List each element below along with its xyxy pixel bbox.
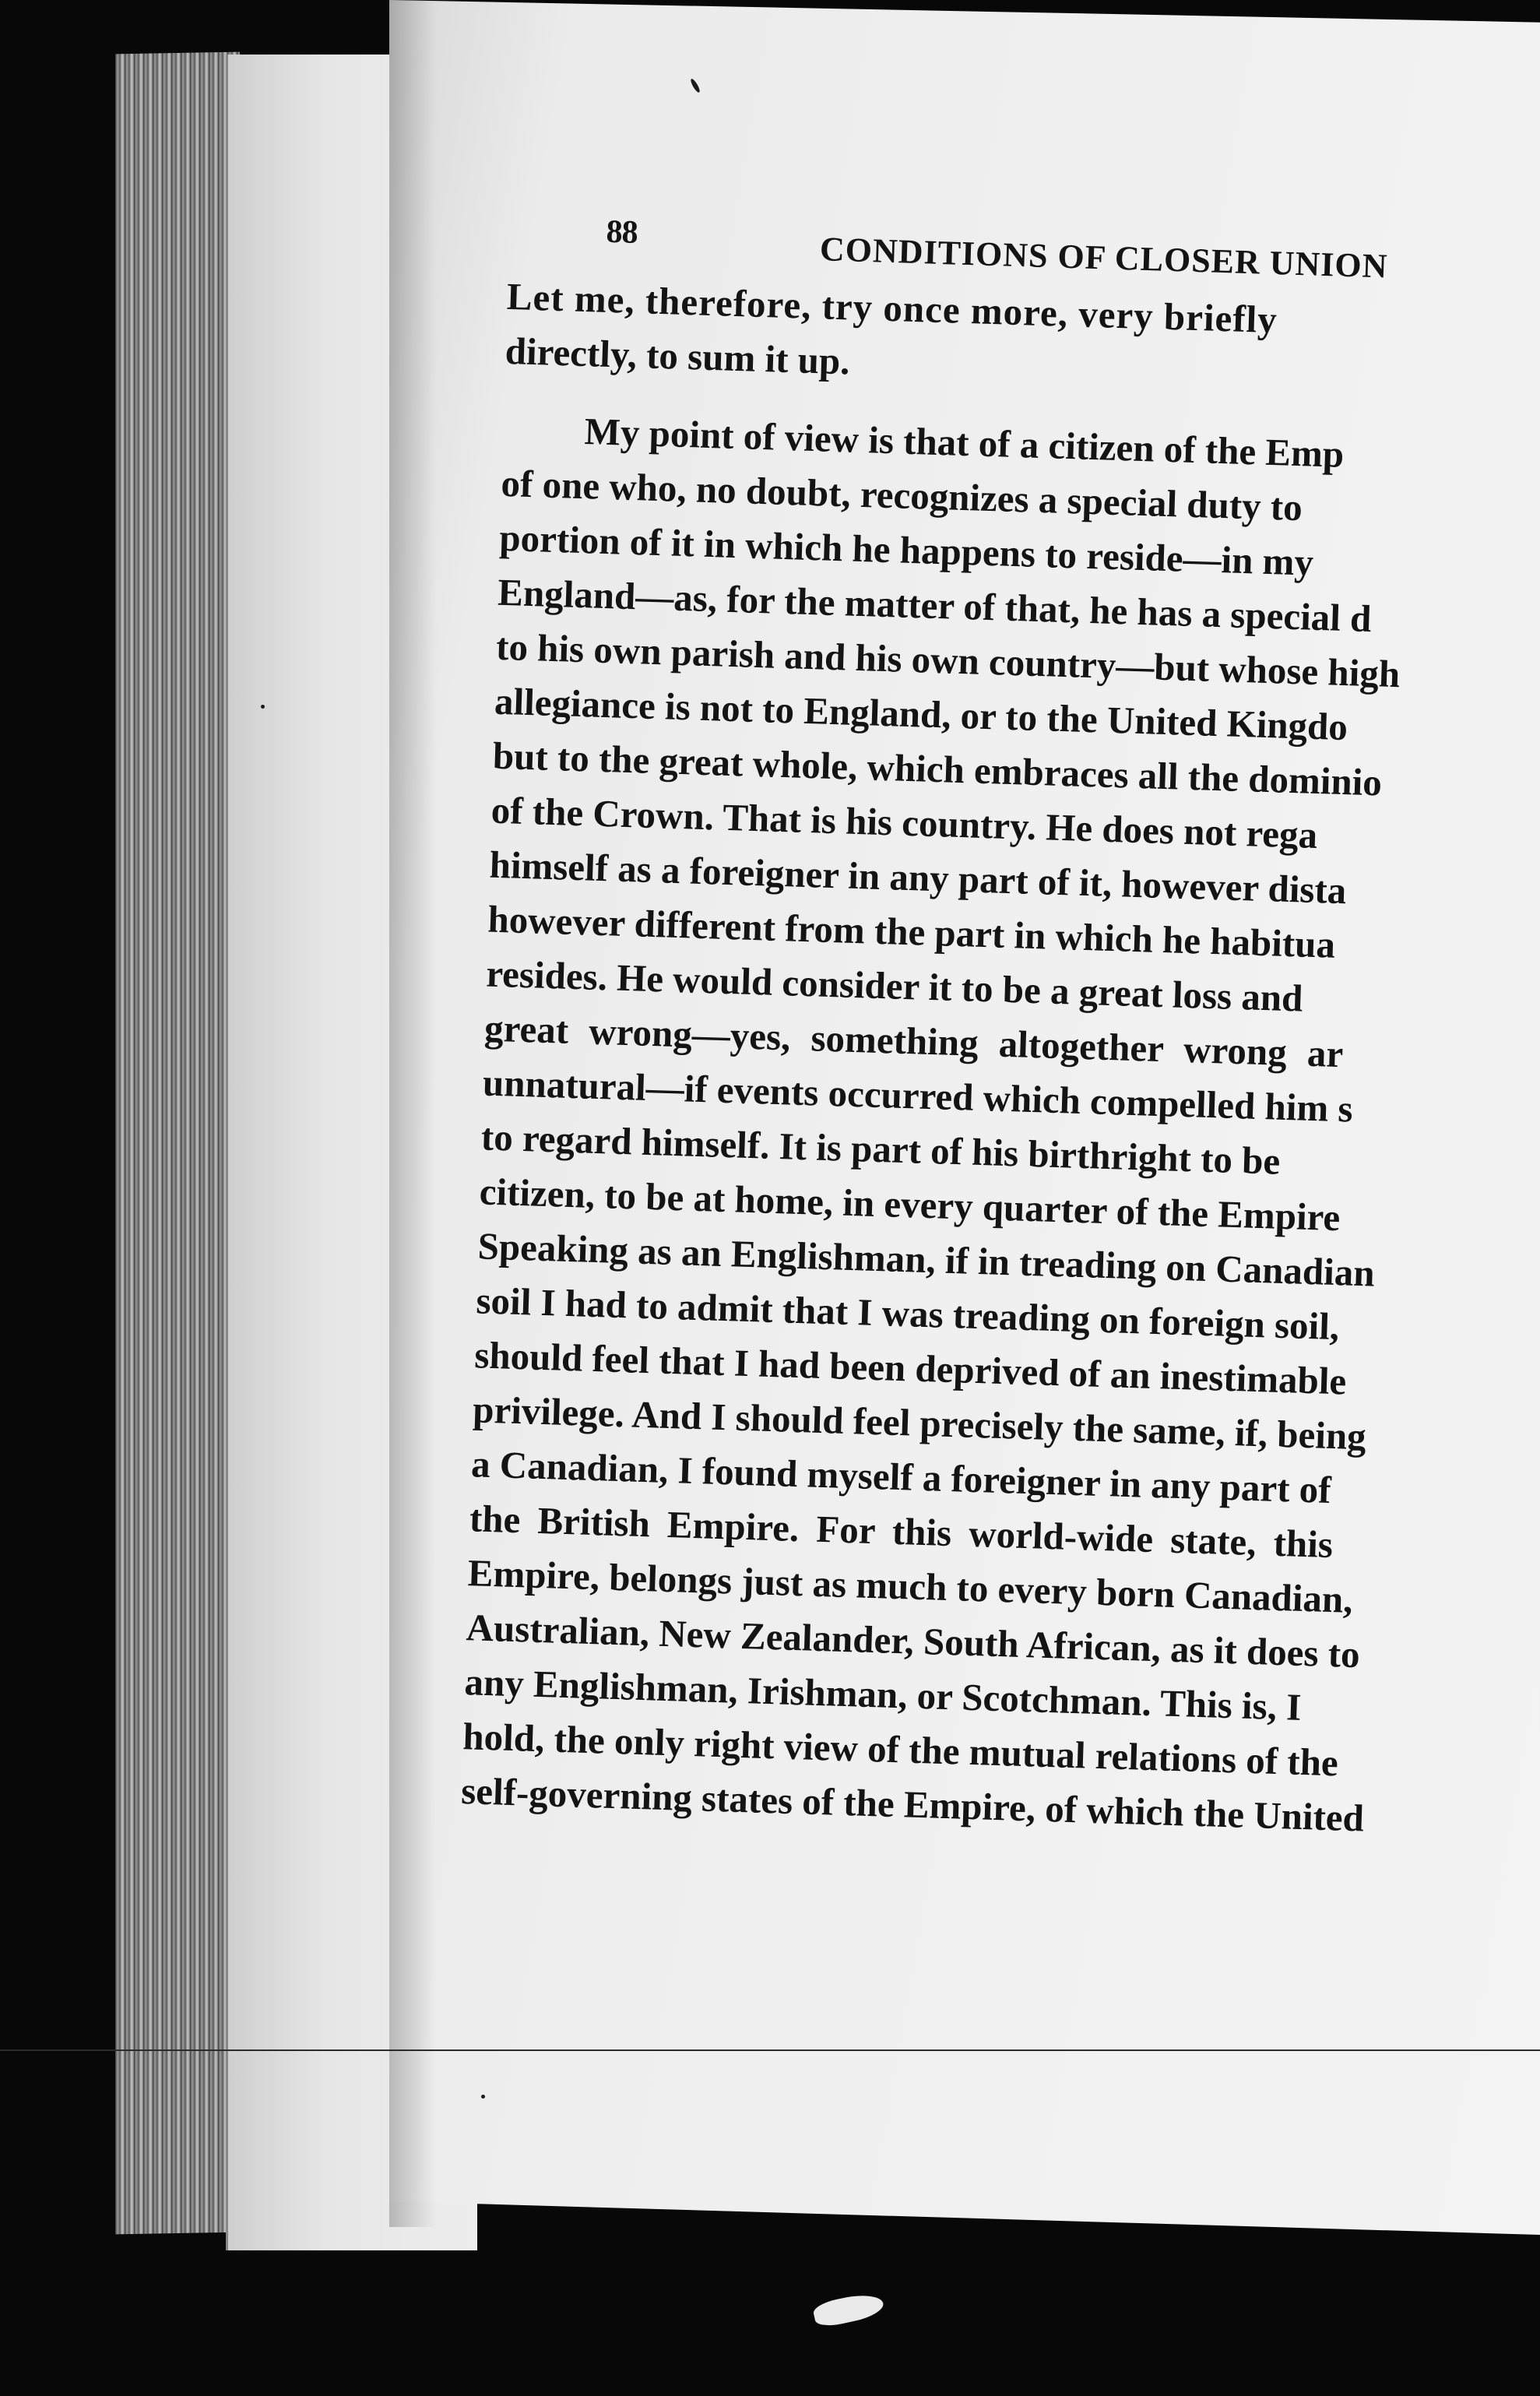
text-line: Speaking as an Englishman, if in treading on Canadian (476, 1224, 1376, 1295)
text-line: hold, the only right view of the mutual relations of the (462, 1715, 1339, 1785)
text-line: allegiance is not to England, or to the United Kingdo (494, 679, 1348, 749)
text-line: however different from the part in which he habitua (487, 897, 1336, 966)
text-line: but to the great whole, which embraces all the dominio (492, 734, 1383, 804)
text-line: to his own parish and his own country—but whose high (495, 625, 1401, 696)
text-line: soil I had to admit that I was treading on foreign soil, (475, 1279, 1340, 1349)
text-line: England—as, for the matter of that, he has a special d (497, 570, 1373, 641)
text-line: to regard himself. It is part of his birthright to be (480, 1115, 1282, 1183)
body-text (460, 269, 1540, 1851)
running-head: CONDITIONS OF CLOSER UNION (819, 230, 1389, 286)
dust-speck (261, 705, 265, 709)
text-line: of one who, no doubt, recognizes a special duty to (500, 461, 1303, 530)
text-line: portion of it in which he happens to reside—in my (498, 515, 1314, 584)
scan-artifact-line (0, 2049, 1540, 2051)
text-line: directly, to sum it up. (505, 329, 851, 383)
text-line: privilege. And I should feel precisely the same, if, being (472, 1388, 1367, 1458)
page-text-block (460, 195, 1540, 1851)
text-line: should feel that I had been deprived of an inestimable (473, 1333, 1348, 1403)
text-line: a Canadian, I found myself a foreigner in any part of (470, 1442, 1332, 1511)
text-line: Let me, therefore, try once more, very briefly (506, 274, 1278, 342)
text-line: great wrong—yes, something altogether wrong ar (483, 1006, 1345, 1076)
text-line: citizen, to be at home, in every quarter of the Empire (479, 1170, 1341, 1240)
text-line: Empire, belongs just as much to every born Canadian, (467, 1551, 1354, 1621)
text-line: resides. He would consider it to be a great loss and (485, 952, 1304, 1020)
text-line: of the Crown. That is his country. He does not rega (490, 788, 1318, 857)
gutter-shadow (389, 0, 436, 2227)
text-line: self-governing states of the Empire, of which the United (460, 1769, 1365, 1840)
text-line: any Englishman, Irishman, or Scotchman. This is, I (463, 1660, 1303, 1729)
dust-speck (481, 2095, 485, 2099)
text-line: himself as a foreigner in any part of it, however dista (488, 843, 1348, 913)
book-page-edges (115, 52, 240, 2235)
text-line: Australian, New Zealander, South African, as it does to (465, 1606, 1361, 1676)
text-line: My point of view is that of a citizen of the Emp (583, 410, 1345, 476)
text-line: the British Empire. For this world-wide state, this (469, 1497, 1334, 1567)
text-line: unnatural—if events occurred which compelled him s (482, 1061, 1354, 1131)
page-number: 88 (605, 213, 638, 252)
